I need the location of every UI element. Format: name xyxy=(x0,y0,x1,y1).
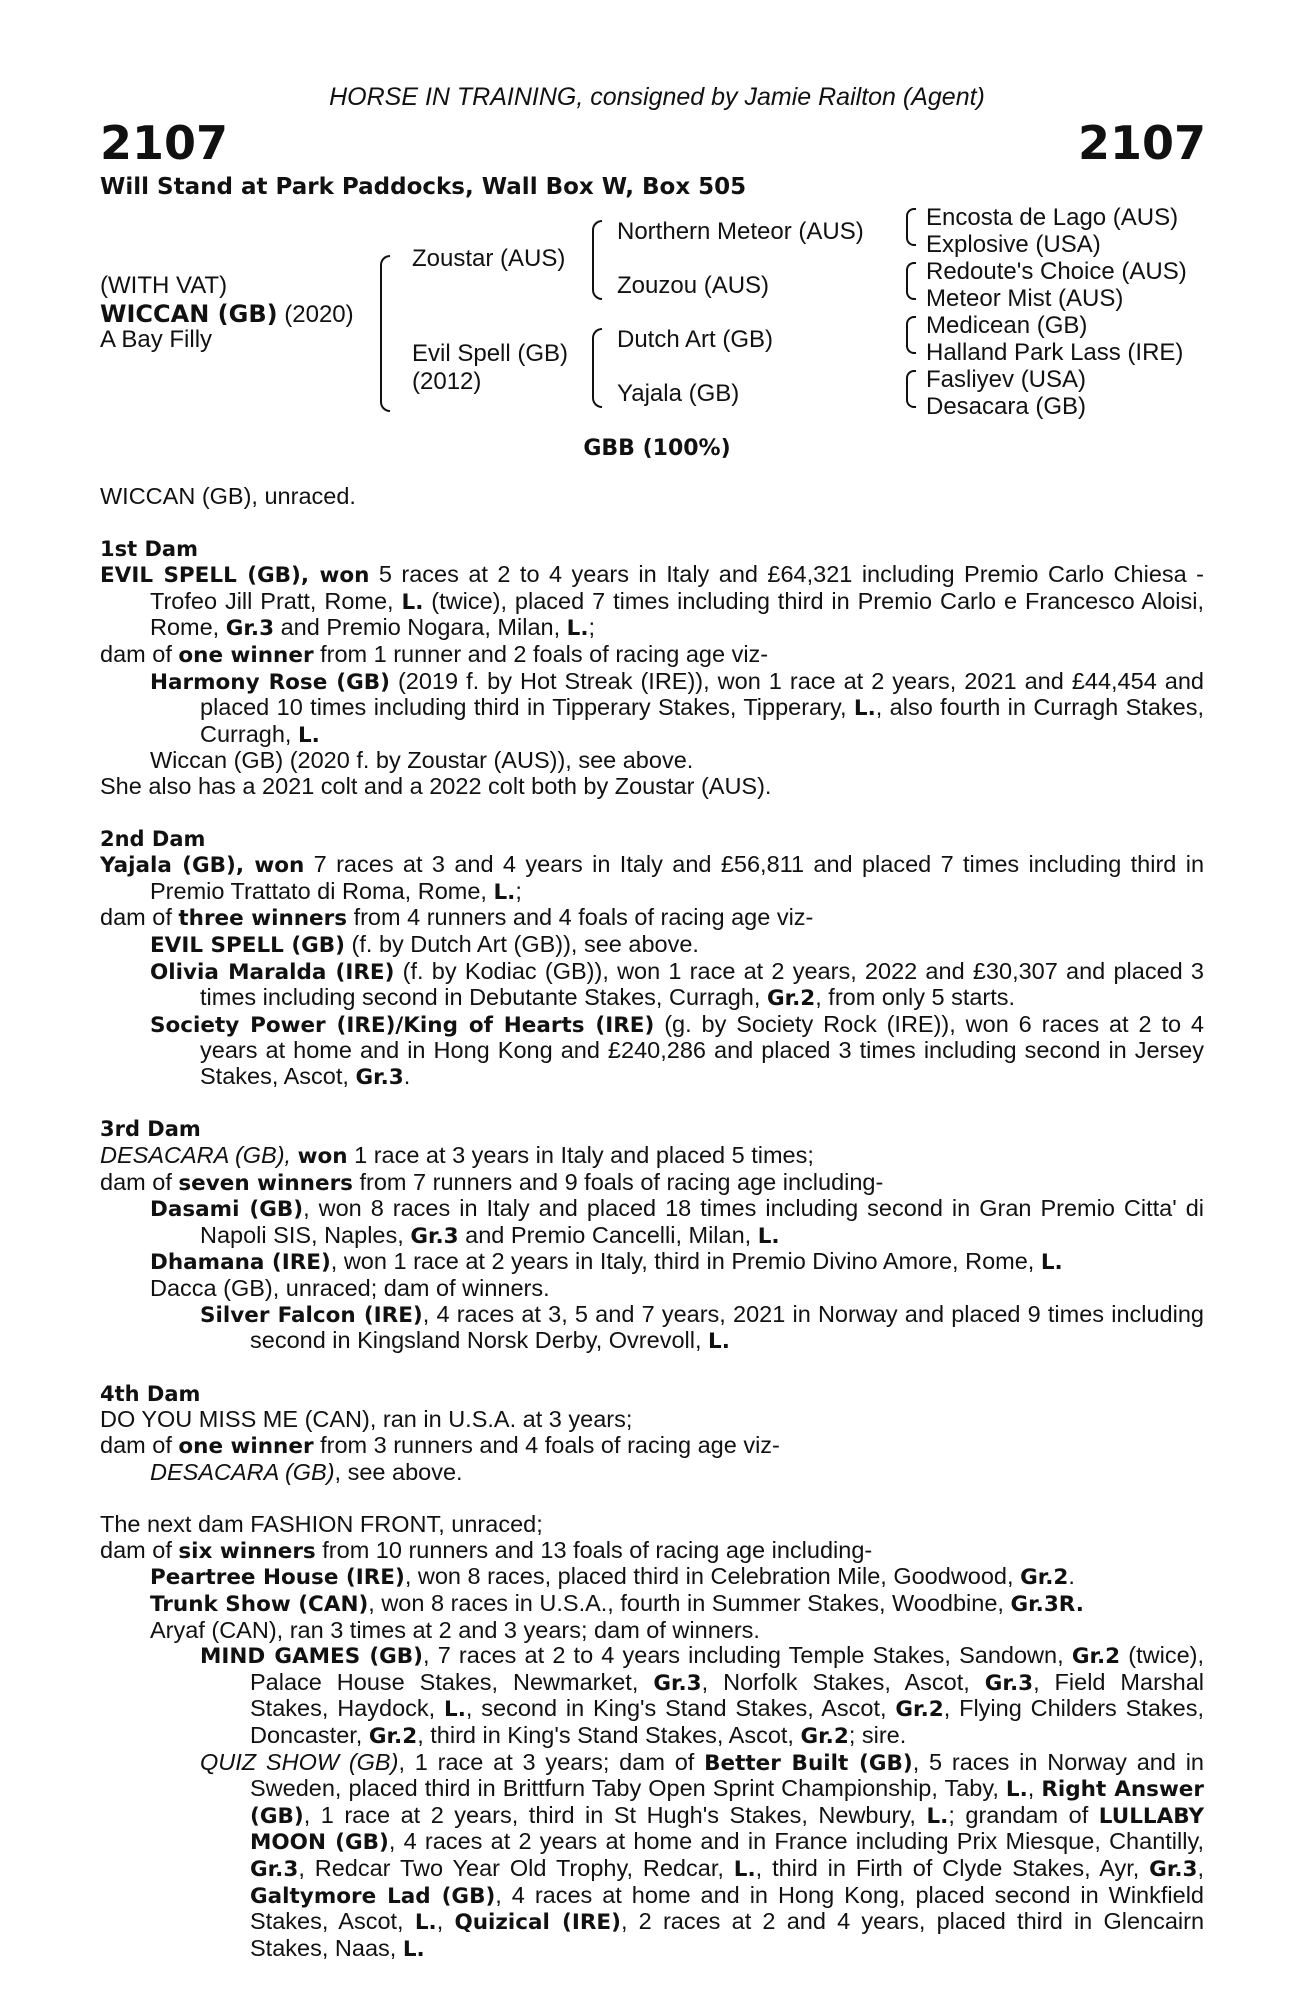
progeny-silver-falcon: Silver Falcon (IRE), 4 races at 3, 5 and 7 years, 2021 in Norway and placed 9 times including second in Kingsland Norsk Derby, Ovrevoll, L. xyxy=(200,1300,1204,1355)
third-dam-record: DESACARA (GB), won 1 race at 3 years in Italy and placed 5 times; xyxy=(100,1142,814,1170)
progeny-dhamana: Dhamana (IRE), won 1 race at 2 years in Italy, third in Premio Divino Amore, Rome, L. xyxy=(150,1248,1063,1276)
ancestor-6: Halland Park Lass (IRE) xyxy=(926,339,1184,366)
ancestor-4: Meteor Mist (AUS) xyxy=(926,285,1124,312)
progeny-society-power: Society Power (IRE)/King of Hearts (IRE) (g. by Society Rock (IRE)), won 6 races at 2 to 4 years at home and in Hong Kong and £240,286 and placed 3 times including second in Jersey Stakes, Ascot, Gr.3. xyxy=(150,1010,1204,1090)
next-dam-record: The next dam FASHION FRONT, unraced; xyxy=(100,1511,543,1538)
consignment-header: HORSE IN TRAINING, consigned by Jamie Railton (Agent) xyxy=(329,83,985,111)
first-dam-note: She also has a 2021 colt and a 2022 colt both by Zoustar (AUS). xyxy=(100,772,772,799)
brace-g4 xyxy=(906,370,916,408)
progeny-desacara: DESACARA (GB), see above. xyxy=(150,1458,463,1485)
second-dam-section xyxy=(100,827,1204,1091)
ancestor-7: Fasliyev (USA) xyxy=(926,366,1087,393)
stand-location: Will Stand at Park Paddocks, Wall Box W, Box 505 xyxy=(100,174,747,200)
progeny-dasami: Dasami (GB), won 8 races in Italy and placed 18 times including second in Gran Premio Citta' di Napoli SIS, Naples, Gr.3 and Premio Cancelli, Milan, L. xyxy=(150,1195,1204,1249)
fourth-dam-produce: dam of one winner from 3 runners and 4 foals of racing age viz- xyxy=(100,1432,780,1459)
second-dam-produce: dam of three winners from 4 runners and 4 foals of racing age viz- xyxy=(100,904,814,932)
third-dam-name: DESACARA (GB), xyxy=(100,1142,292,1169)
fourth-dam-record: DO YOU MISS ME (CAN), ran in U.S.A. at 3 years; xyxy=(100,1406,633,1433)
dam: Evil Spell (GB) xyxy=(412,340,569,367)
third-dam-title: 3rd Dam xyxy=(100,1117,201,1142)
first-dam-title: 1st Dam xyxy=(100,536,198,561)
first-dam-name: EVIL SPELL (GB), won xyxy=(100,563,370,589)
third-dam-section xyxy=(100,1117,1204,1354)
second-dam-record: Yajala (GB), won 7 races at 3 and 4 years in Italy and £56,811 and placed 7 times including third in Premio Trattato di Roma, Rome, L.; xyxy=(100,851,1205,905)
progeny-peartree-house: Peartree House (IRE), won 8 races, placed third in Celebration Mile, Goodwood, Gr.2. xyxy=(150,1563,1075,1591)
progeny-wiccan: Wiccan (GB) (2020 f. by Zoustar (AUS)), see above. xyxy=(150,747,694,774)
progeny-quiz-show: QUIZ SHOW (GB), 1 race at 3 years; dam of Better Built (GB), 5 races in Norway and in Sweden, placed third in Brittfurn Taby Open Sprint Championship, Taby, L., Right Answer (GB), 1 race at 2 years, third in St Hugh's Stakes, Newbury, L.; grandam of LULLABY MOON (GB), 4 races at 2 years at home and in France including Prix Miesque, Chantilly, Gr.3, Redcar Two Year Old Trophy, Redcar, L., third in Firth of Clyde Stakes, Ayr, Gr.3, Galtymore Lad (GB), 4 races at home and in Hong Kong, placed second in Winkfield Stakes, Ascot, L., Quizical (IRE), 2 races at 2 and 4 years, placed third in Glencairn Stakes, Naas, L. xyxy=(200,1748,1205,1962)
first-dam-record: EVIL SPELL (GB), won 5 races at 2 to 4 years in Italy and £64,321 including Premio Carlo Chiesa - Trofeo Jill Pratt, Rome, L. (twice), placed 7 times including third in Premio Carlo e Francesco Aloisi, Rome, Gr.3 and Premio Nogara, Milan, L.; xyxy=(100,561,1205,642)
second-dam-name: Yajala (GB), won xyxy=(100,853,305,879)
horse-description: A Bay Filly xyxy=(100,326,213,353)
ancestor-5: Medicean (GB) xyxy=(926,312,1088,339)
first-dam-produce: dam of one winner from 1 runner and 2 foals of racing age viz- xyxy=(100,640,769,668)
sire: Zoustar (AUS) xyxy=(412,245,566,272)
dam-sire: Dutch Art (GB) xyxy=(617,326,774,353)
fourth-dam-title: 4th Dam xyxy=(100,1381,201,1406)
progeny-trunk-show: Trunk Show (CAN), won 8 races in U.S.A., fourth in Summer Stakes, Woodbine, Gr.3R. xyxy=(150,1589,1084,1617)
next-dam-section xyxy=(100,1512,1204,1962)
horse-year: (2020) xyxy=(284,301,354,328)
brace-sire xyxy=(592,220,602,300)
sire-dam: Zouzou (AUS) xyxy=(617,272,770,299)
brace-g1 xyxy=(906,208,916,246)
progeny-mind-games: MIND GAMES (GB), 7 races at 2 to 4 years including Temple Stakes, Sandown, Gr.2 (twice), Palace House Stakes, Newmarket, Gr.3, Norfolk Stakes, Ascot, Gr.3, Field Marshal Stakes, Haydock, L., second in King's Stand Stakes, Ascot, Gr.2, Flying Childers Stakes, Doncaster, Gr.2, third in King's Stand Stakes, Ascot, Gr.2; sire. xyxy=(200,1642,1205,1749)
sire-sire: Northern Meteor (AUS) xyxy=(617,218,864,245)
ancestor-8: Desacara (GB) xyxy=(926,393,1087,420)
gbb-rating: GBB (100%) xyxy=(583,436,731,461)
third-dam-produce: dam of seven winners from 7 runners and 9 foals of racing age including- xyxy=(100,1168,884,1196)
progeny-dacca: Dacca (GB), unraced; dam of winners. xyxy=(150,1275,550,1302)
brace-gen1 xyxy=(380,255,390,412)
horse-name: WICCAN (GB) xyxy=(100,300,278,328)
progeny-olivia-maralda: Olivia Maralda (IRE) (f. by Kodiac (GB)), won 1 race at 2 years, 2022 and £30,307 and placed 3 times including second in Debutante Stakes, Curragh, Gr.2, from only 5 starts. xyxy=(150,957,1204,1012)
progeny-aryaf: Aryaf (CAN), ran 3 times at 2 and 3 years; dam of winners. xyxy=(150,1616,760,1643)
vat-note: (WITH VAT) xyxy=(100,272,228,299)
fourth-dam-section xyxy=(100,1382,1204,1485)
brace-dam xyxy=(592,328,602,408)
next-dam-produce: dam of six winners from 10 runners and 13 foals of racing age including- xyxy=(100,1536,873,1564)
intro-line: WICCAN (GB), unraced. xyxy=(100,483,356,509)
lot-number-right: 2107 xyxy=(1077,116,1206,170)
dam-dam: Yajala (GB) xyxy=(617,380,740,407)
first-dam-section xyxy=(100,537,1204,800)
progeny-evil-spell: EVIL SPELL (GB) (f. by Dutch Art (GB)), see above. xyxy=(150,930,699,958)
ancestor-3: Redoute's Choice (AUS) xyxy=(926,258,1187,285)
dam-year: (2012) xyxy=(412,368,482,395)
brace-g2 xyxy=(906,262,916,300)
brace-g3 xyxy=(906,316,916,354)
lot-number-left: 2107 xyxy=(100,116,229,170)
progeny-harmony-rose: Harmony Rose (GB) (2019 f. by Hot Streak (IRE)), won 1 race at 2 years, 2021 and £44,454 and placed 10 times including third in Tipperary Stakes, Tipperary, L., also fourth in Curragh Stakes, Curragh, L. xyxy=(150,667,1204,748)
horse-title xyxy=(100,300,354,329)
ancestor-2: Explosive (USA) xyxy=(926,231,1101,258)
catalogue-body xyxy=(100,484,1204,1962)
ancestor-1: Encosta de Lago (AUS) xyxy=(926,204,1179,231)
second-dam-title: 2nd Dam xyxy=(100,826,206,851)
